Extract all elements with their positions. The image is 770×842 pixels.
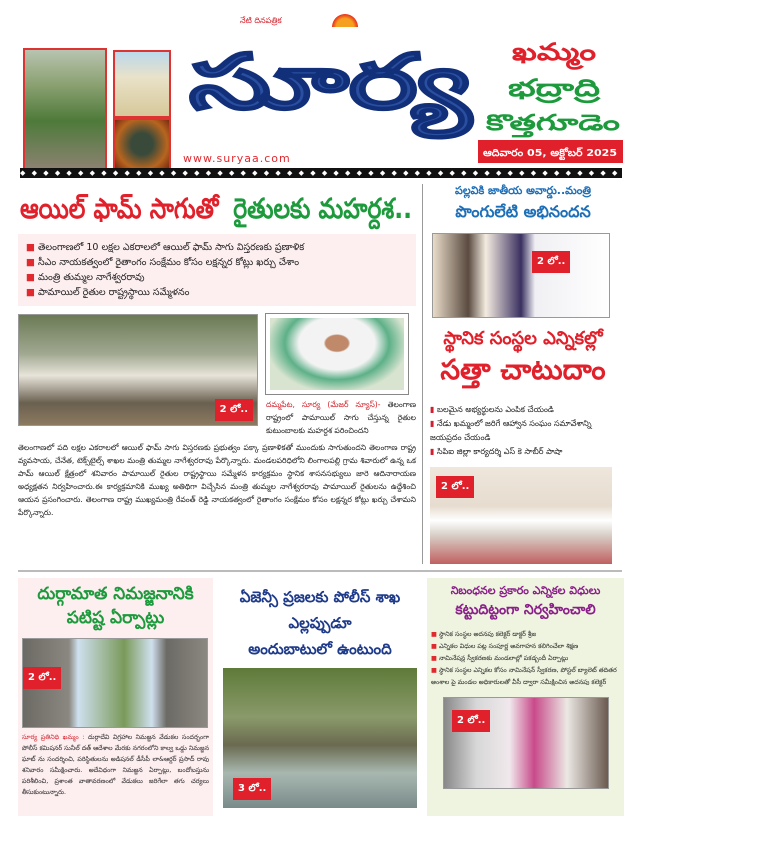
- award-headline[interactable]: పొంగులేటి అభినందన: [455, 202, 591, 221]
- newspaper-logo-text: సూర్య: [189, 37, 373, 126]
- column-divider: [422, 184, 423, 564]
- lead-bullet: ■ తెలంగాణలో 10 లక్షల ఎకరాలలో ఆయిల్ ఫామ్ సాగు విస్తరణకు ప్రణాళిక: [26, 240, 408, 255]
- election-bullets: [430, 403, 616, 459]
- election-headline-1[interactable]: స్థానిక సంస్థల ఎన్నికల్లో: [443, 328, 603, 349]
- lead-bullet: ■ మంత్రి తుమ్మల నాగేశ్వరరావు: [26, 270, 408, 285]
- police-box: [219, 578, 421, 816]
- fort-photo: [23, 48, 107, 170]
- durga-box: [18, 578, 213, 816]
- lead-side: [266, 314, 416, 437]
- page-ref-badge[interactable]: 2 లో..: [436, 476, 474, 498]
- newspaper-logo: [185, 30, 475, 150]
- page-ref-badge[interactable]: 2 లో..: [23, 667, 61, 689]
- collector-bullet: ■ స్థానిక సంస్థల ఎన్నికల కోసం నామినేషన్ స్వీకరణ, పోస్టల్ బ్యాలెట్ తదితర అంశాల పై మండల అధికారులతో వీసీ ద్వారా సమీక్షించిన అదనపు కలెక్టర్: [431, 665, 620, 689]
- issue-date: ఆదివారం 05, అక్టోబర్ 2025: [483, 148, 605, 159]
- lead-dateline: దమ్మపేట, సూర్య (మేజర్ న్యూస్)-: [266, 400, 381, 409]
- collector-bullet: ■ నామినేషన్ల స్వీకరణకు మండలాల్లో పకడ్బందీ ఏర్పాట్లు: [431, 653, 620, 665]
- durga-text: దుర్గాదేవి విగ్రహాల నిమజ్జన వేడుకల సందర్భంగా పోలీస్ కమిషనర్ సునీల్ దత్ ఆదేశాల మేరకు నగరంలోని కాల్వ ఒడ్డు నిమజ్జన ఘాట్ ను సందర్శించి, పరిస్థితులను అడిషనల్ డీసీపీ లా&ఆర్డర్ ప్రసాద్ రావు శనివారం సమీక్షించారు. అదేవిధంగా నిమజ్జన ఏర్పాట్లు, బందోబస్తును పరిశీలించి, ప్రశాంత వాతావరణంలో వేడుకలు జరిగేలా తగు చర్యలు తీసుకుంటున్నారు.: [22, 734, 209, 796]
- durga-headline-2[interactable]: పటిష్ట ఏర్పాట్లు: [66, 608, 165, 628]
- website-url[interactable]: www.suryaa.com: [183, 152, 291, 165]
- lead-bullet: ■ సీఎం నాయకత్వంలో రైతాంగం సంక్షేమం కోసం లక్షన్నర కోట్లు ఖర్చు చేశాం: [26, 255, 408, 270]
- collector-bullet: ■ స్థానిక సంస్థల అదనపు కలెక్టర్ డాక్టర్ శ్రీజ: [431, 629, 620, 641]
- page-ref-badge[interactable]: 2 లో..: [532, 251, 570, 273]
- bottom-section: [18, 578, 625, 816]
- election-bullet: ▮ సిపిఐ జిల్లా కార్యదర్శి ఎస్ కె సాబీర్ పాషా: [430, 445, 616, 459]
- durga-photo: [22, 638, 208, 728]
- minister-inset-photo: [266, 314, 408, 394]
- page-ref-badge[interactable]: 2 లో..: [215, 399, 253, 421]
- svg-text:ఆయిల్ ఫామ్ సాగుతో రైతులకు: [20, 192, 448, 230]
- issue-date-box: [478, 140, 623, 163]
- page-ref-badge[interactable]: 3 లో..: [233, 778, 271, 800]
- lead-bullet: ■ పామాయిల్ రైతుల రాష్ట్రస్థాయి సమ్మేళనం: [26, 285, 408, 300]
- collector-box: [427, 578, 624, 816]
- police-headline-1[interactable]: ఏజెన్సీ ప్రజలకు పోలీస్ శాఖ: [239, 588, 401, 606]
- lead-body: తెలంగాణలో పది లక్షల ఎకరాలలో ఆయిల్ ఫామ్ సాగు విస్తరణకు ప్రభుత్వం పక్కా ప్రణాళికతో ముందుకు సాగుతుందని తెలంగాణ రాష్ట్ర వ్యవసాయ, చేనేత, టెక్స్‌టైల్స్ శాఖల మంత్రి తుమ్మల నాగేశ్వరరావు పేర్కొన్నారు. మండలపరిధిలోని లింగాలపల్లి గ్రామ శివారులో ఉన్న ఒక పామ్ ఆయిల్ క్షేత్రంలో శనివారం పామాయిల్ రైతుల రాష్ట్రస్థాయి సమ్మేళన కార్యక్రమం స్థానిక శాసనసభ్యులు జారె ఆదినారాయణ అధ్యక్షతన నిర్వహించారు.ఈ కార్యక్రమానికి ముఖ్య అతిథిగా విచ్చేసిన మంత్రి తుమ్మల నాగేశ్వరరావు పామాయిల్ రైతులను ఉద్దేశించి ఆయన ప్రసంగించారు. తెలంగాణ రాష్ట్ర ముఖ్యమంత్రి రేవంత్ రెడ్డి నాయకత్వంలో రైతాంగం సంక్షేమం కోసం లక్షన్నర కోట్లు ఖర్చు చేశామని పేర్కొన్నారు.: [18, 443, 416, 517]
- lead-headline-green: రైతులకు మహర్దశ..: [233, 192, 448, 225]
- lead-headline[interactable]: [18, 184, 448, 230]
- district-bhadradri: భద్రాద్రి: [508, 74, 568, 102]
- masthead: [0, 0, 770, 184]
- collector-bullets: [431, 629, 620, 689]
- durga-headline-1[interactable]: దుర్గామాత నిమజ్జనానికి: [37, 584, 194, 604]
- collector-headline-2[interactable]: కట్టుదిట్టంగా నిర్వహించాలి: [455, 602, 596, 618]
- page-ref-badge[interactable]: 2 లో..: [452, 710, 490, 732]
- farmers-meeting-photo: [18, 314, 258, 426]
- collector-photo: [443, 697, 609, 789]
- award-photo: [432, 233, 610, 318]
- main-section: [18, 184, 622, 564]
- lead-story: [18, 184, 448, 564]
- lead-headline-red: ఆయిల్ ఫామ్ సాగుతో: [20, 192, 258, 225]
- lead-media-row: [18, 314, 416, 437]
- police-headline-2[interactable]: ఎల్లప్పుడూ: [288, 614, 352, 632]
- collector-bullet: ■ ఎన్నికల విధుల పట్ల సంపూర్ణ అవగాహన కలిగించేలా శిక్షణ: [431, 641, 620, 653]
- deities-photo: [113, 118, 171, 170]
- cpi-meeting-photo: [430, 467, 612, 564]
- lead-byline-text: తెలంగాణ రాష్ట్రంలో పామాయిల్ సాగు చేస్తున్న రైతుల కుటుంబాలకు మహర్దశ పరించిందని: [266, 400, 416, 435]
- dotted-divider: ◆ ◆ ◆ ◆ ◆ ◆ ◆ ◆ ◆ ◆ ◆ ◆ ◆ ◆ ◆ ◆ ◆ ◆ ◆ ◆ ◆ ◆ ◆ ◆ ◆ ◆ ◆ ◆ ◆ ◆ ◆ ◆ ◆ ◆ ◆ ◆ ◆ ◆ ◆ ◆ ◆ ◆ ◆ ◆ ◆ ◆ ◆ ◆ ◆ ◆ ◆ ◆ ◆ ◆ ◆ ◆ ◆ ◆ ◆ ◆ ◆ ◆ ◆ ◆ ◆: [20, 169, 770, 177]
- durga-body: [22, 732, 209, 798]
- right-column: [430, 184, 616, 564]
- lead-bullets: [18, 234, 416, 306]
- district-khammam: ఖమ్మం: [512, 38, 574, 66]
- district-kothagudem: కొత్తగూడెం: [486, 111, 574, 136]
- lead-byline: [266, 398, 416, 437]
- durga-dateline: సూర్య ప్రతినిధి ఖమ్మం :: [22, 734, 85, 741]
- police-headline-3[interactable]: అందుబాటులో ఉంటుంది: [248, 640, 392, 658]
- sun-icon: [330, 12, 360, 27]
- tagline: నేటి దినపత్రిక: [240, 16, 282, 25]
- collector-headline-1[interactable]: నిబంధనల ప్రకారం ఎన్నికల విధులు: [450, 584, 601, 597]
- section-rule: [18, 570, 622, 572]
- election-headline-2[interactable]: సత్తా చాటుదాం: [440, 353, 606, 386]
- temple-photo: [113, 50, 171, 118]
- election-bullet: ▮ బలమైన అభ్యర్థులను ఎంపిక చేయండి: [430, 403, 616, 417]
- police-photo: [223, 668, 417, 808]
- districts: [482, 34, 622, 138]
- election-bullet: ▮ నేడు ఖమ్మంలో జరిగే ఆహ్వాన సంఘం సమావేశాన్ని జయప్రదం చేయండి: [430, 417, 616, 445]
- award-kicker: పల్లవికి జాతీయ అవార్డు..మంత్రి: [455, 184, 591, 197]
